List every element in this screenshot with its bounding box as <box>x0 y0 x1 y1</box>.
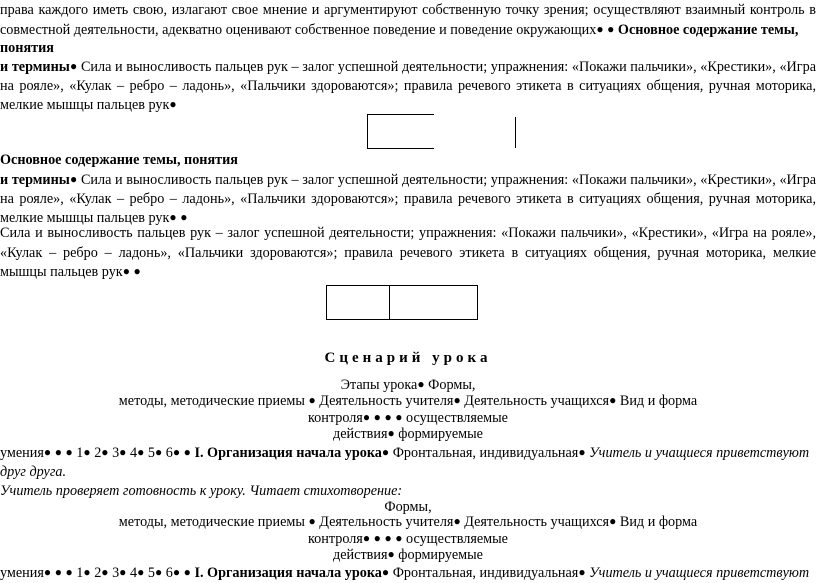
text-line: на рояле», «Кулак – ребро – ладонь», «Пальчики здороваются»; правила речевого этикета в ситуациях общения, ручная моторика, <box>0 78 816 94</box>
text-line: Сила и выносливость пальцев рук – залог успешной деятельности; упражнения: «Покажи пальчики», «Крестики», «Игра на рояле», <box>0 225 816 241</box>
text-line: мышцы пальцев рук● ● <box>0 264 141 280</box>
table-header: методы, методические приемы ● Деятельность учителя● Деятельность учащихся● Вид и форма <box>118 393 698 409</box>
text-line: и термины● Сила и выносливость пальцев рук – залог успешной деятельности; упражнения: «Покажи пальчики», «Крестики», «Игра <box>0 172 816 188</box>
text-line: совместной деятельности, адекватно оценивают собственное поведение и поведение окружающих● ● Основное содержание темы, <box>0 22 799 38</box>
table-line <box>515 117 516 148</box>
text-line: Учитель проверяет готовность к уроку. Читает стихотворение: <box>0 483 403 499</box>
text-line: «Кулак – ребро – ладонь», «Пальчики здороваются»; правила речевого этикета в ситуациях общения, ручная моторика, мелкие <box>0 245 816 261</box>
table-header: действия● формируемые <box>333 426 483 442</box>
table-header: контроля● ● ● ● осуществляемые <box>308 531 508 547</box>
table-fragment <box>367 114 434 149</box>
table-header: методы, методические приемы ● Деятельность учителя● Деятельность учащихся● Вид и форма <box>118 514 698 530</box>
text-line: права каждого иметь свою, излагают свое мнение и аргументируют собственную точку зрения; осуществляют взаимный контроль в <box>0 2 816 18</box>
table-header: Этапы урока● Формы, <box>340 377 476 393</box>
table-row: умения● ● ● 1● 2● 3● 4● 5● 6● ● I. Организация начала урока● Фронтальная, индивидуальная● Учитель и учащиеся приветствуют <box>0 565 810 581</box>
table-fragment <box>326 285 478 320</box>
table-header: Формы, <box>384 499 432 515</box>
text-line: понятия <box>0 40 54 56</box>
scenario-title: Сценарий урока <box>324 350 492 366</box>
text-line: на рояле», «Кулак – ребро – ладонь», «Пальчики здороваются»; правила речевого этикета в ситуациях общения, ручная моторика, <box>0 191 816 207</box>
section-heading: Основное содержание темы, понятия <box>0 152 238 168</box>
text-line: и термины● Сила и выносливость пальцев рук – залог успешной деятельности; упражнения: «Покажи пальчики», «Крестики», «Игра <box>0 59 816 75</box>
table-header: действия● формируемые <box>333 547 483 563</box>
table-line <box>389 286 390 319</box>
text-line: мелкие мышцы пальцев рук● ● <box>0 210 188 226</box>
text-line: друг друга. <box>0 464 67 480</box>
table-row: умения● ● ● 1● 2● 3● 4● 5● 6● ● I. Организация начала урока● Фронтальная, индивидуальная● Учитель и учащиеся приветствуют <box>0 445 810 461</box>
table-header: контроля● ● ● ● осуществляемые <box>308 410 508 426</box>
text-line: мелкие мышцы пальцев рук● <box>0 97 177 113</box>
